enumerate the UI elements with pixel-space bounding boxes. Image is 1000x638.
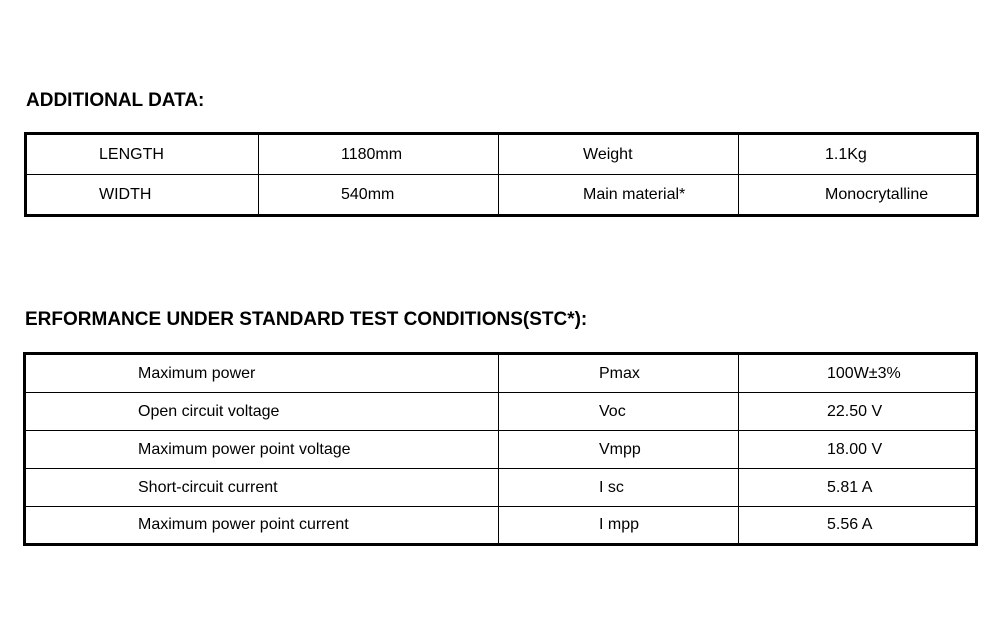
performance-heading: ERFORMANCE UNDER STANDARD TEST CONDITIONS(STC*): bbox=[25, 309, 588, 330]
table-cell-symbol: Vmpp bbox=[499, 431, 739, 469]
table-row bbox=[26, 175, 978, 216]
table-row bbox=[25, 354, 977, 393]
table-cell-label: Main material* bbox=[499, 175, 739, 216]
table-cell-value: Monocrytalline bbox=[739, 175, 978, 216]
table-row bbox=[25, 393, 977, 431]
table-cell-value: 18.00 V bbox=[739, 431, 977, 469]
table-cell-parameter: Short-circuit current bbox=[25, 469, 499, 507]
additional-data-heading: ADDITIONAL DATA: bbox=[26, 90, 205, 111]
table-cell-parameter: Maximum power bbox=[25, 354, 499, 393]
table-cell-parameter: Open circuit voltage bbox=[25, 393, 499, 431]
table-cell-value: 100W±3% bbox=[739, 354, 977, 393]
table-cell-value: 5.56 A bbox=[739, 507, 977, 545]
table-row bbox=[25, 507, 977, 545]
table-cell-symbol: Voc bbox=[499, 393, 739, 431]
table-cell-value: 5.81 A bbox=[739, 469, 977, 507]
table-cell-parameter: Maximum power point voltage bbox=[25, 431, 499, 469]
table-cell-parameter: Maximum power point current bbox=[25, 507, 499, 545]
table-cell-value: 1.1Kg bbox=[739, 134, 978, 175]
table-row bbox=[25, 431, 977, 469]
table-cell-value: 540mm bbox=[259, 175, 499, 216]
table-cell-label: Weight bbox=[499, 134, 739, 175]
performance-table bbox=[23, 352, 978, 546]
table-cell-value: 1180mm bbox=[259, 134, 499, 175]
table-cell-value: 22.50 V bbox=[739, 393, 977, 431]
table-cell-label: LENGTH bbox=[26, 134, 259, 175]
additional-data-table bbox=[24, 132, 979, 217]
table-cell-label: WIDTH bbox=[26, 175, 259, 216]
table-row bbox=[26, 134, 978, 175]
table-cell-symbol: I sc bbox=[499, 469, 739, 507]
table-cell-symbol: I mpp bbox=[499, 507, 739, 545]
table-cell-symbol: Pmax bbox=[499, 354, 739, 393]
table-row bbox=[25, 469, 977, 507]
